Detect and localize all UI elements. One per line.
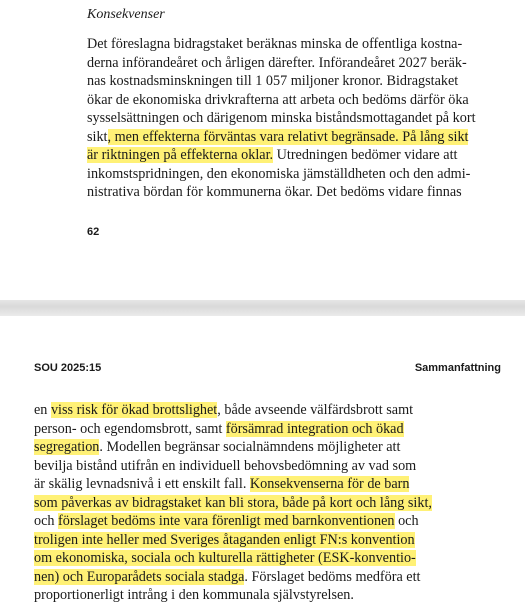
highlighted-text: segregation — [34, 439, 100, 455]
text-segment: proportionerligt intrång i den kommunala självstyrelsen. — [34, 587, 354, 603]
highlighted-text: , men effekterna förväntas vara relativt begränsade. På lång sikt — [107, 128, 469, 145]
text-line — [34, 549, 449, 568]
text-segment: nas kostnadsminskningen till 1 057 miljoner kronor. Bidragstaket — [87, 73, 459, 89]
text-segment: sikt — [87, 128, 108, 145]
text-line — [34, 531, 449, 550]
text-line — [87, 183, 497, 202]
highlighted-text: nen) och Europarådets sociala stadga — [34, 568, 245, 585]
page-divider — [0, 300, 525, 316]
text-segment: och — [34, 513, 59, 529]
text-line — [87, 72, 497, 91]
highlighted-text: är riktningen på effekterna oklar. — [87, 147, 274, 163]
text-segment: en — [34, 402, 51, 418]
highlighted-text: troligen inte heller med Sveriges åtaganden enligt FN:s konvention — [34, 531, 415, 548]
text-segment: Utredningen bedömer vidare att — [273, 147, 458, 163]
highlighted-text: försämrad integration och ökad — [225, 420, 404, 437]
text-segment: bevilja bistånd utifrån en individuell behovsbedömning av vad som — [34, 457, 417, 474]
text-segment: , både avseende välfärdsbrott samt — [217, 402, 414, 418]
text-line — [34, 494, 449, 513]
text-line — [34, 401, 449, 420]
text-segment: och — [394, 513, 419, 529]
text-segment: inkomstspridningen, den ekonomiska jämställdheten och den admi- — [87, 165, 471, 182]
document-page-bottom — [0, 316, 525, 603]
page-number: 62 — [87, 226, 100, 238]
text-line — [87, 165, 497, 184]
text-line — [87, 91, 497, 110]
text-line — [34, 420, 449, 439]
highlighted-text: viss risk för ökad brottslighet — [50, 402, 218, 418]
section-heading: Konsekvenser — [87, 7, 165, 22]
text-line — [34, 475, 449, 494]
highlighted-text: Konsekvenserna för de barn — [249, 476, 410, 492]
text-segment: Det föreslagna bidragstaket beräknas minska de offentliga kostna- — [87, 36, 463, 52]
highlighted-text: som påverkas av bidragstaket kan bli stora, både på kort och lång sikt, — [34, 494, 432, 511]
text-line — [34, 457, 449, 476]
text-line — [87, 128, 497, 147]
body-text-top — [87, 35, 497, 202]
body-text-bottom — [34, 401, 449, 605]
text-segment: . Förslaget bedöms medföra ett — [244, 568, 421, 585]
text-segment: person- och egendomsbrott, samt — [34, 420, 226, 437]
running-head-report-id: SOU 2025:15 — [34, 362, 102, 374]
running-head-section: Sammanfattning — [414, 362, 501, 374]
highlighted-text: förslaget bedöms inte vara förenligt med barnkonventionen — [58, 513, 395, 529]
text-segment: derna införandeåret och årligen därefter. Införandeåret 2027 beräk- — [87, 54, 467, 71]
text-segment: nistrativa bördan för kommunerna ökar. Det bedöms vidare finnas — [87, 184, 462, 200]
text-segment: är skälig levnadsnivå i ett enskilt fall. — [34, 476, 250, 492]
text-segment: sysselsättningen och därigenom minska biståndsmottagandet på kort — [87, 110, 476, 126]
text-line — [34, 512, 449, 531]
text-segment: . Modellen begränsar socialnämndens möjligheter att — [99, 439, 401, 455]
text-line — [34, 438, 449, 457]
text-line — [34, 568, 449, 587]
text-line — [34, 586, 449, 605]
text-line — [87, 146, 497, 165]
text-line — [87, 54, 497, 73]
text-segment: ökar de ekonomiska drivkrafterna att arbeta och bedöms därför öka — [87, 91, 469, 108]
document-page-top — [0, 0, 525, 300]
text-line — [87, 109, 497, 128]
highlighted-text: om ekonomiska, sociala och kulturella rättigheter (ESK-konventio- — [34, 550, 416, 566]
text-line — [87, 35, 497, 54]
